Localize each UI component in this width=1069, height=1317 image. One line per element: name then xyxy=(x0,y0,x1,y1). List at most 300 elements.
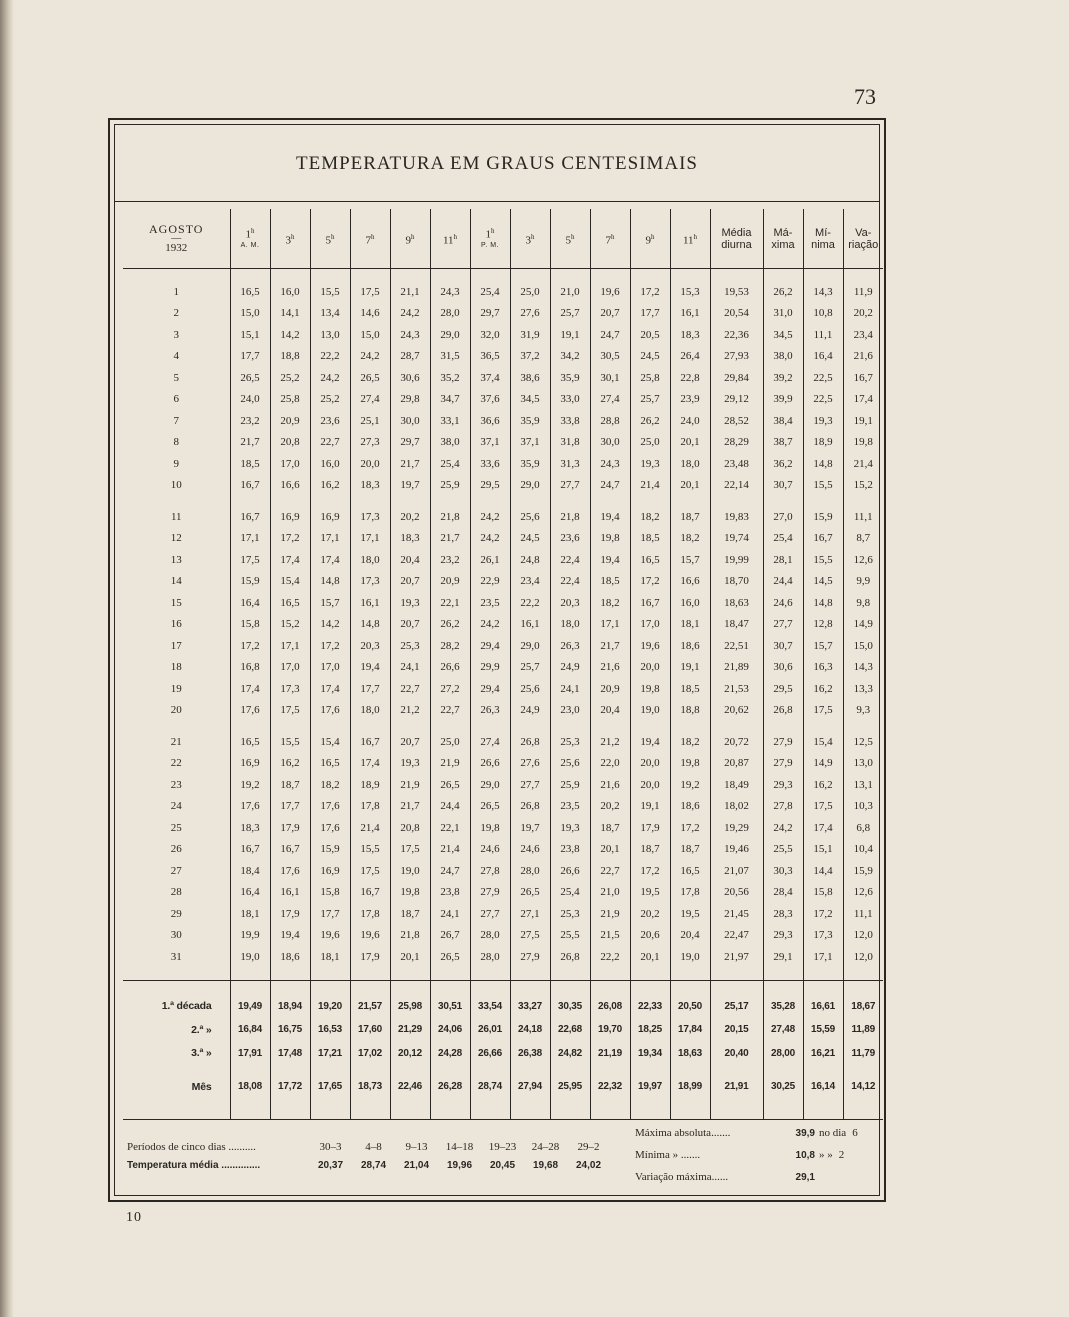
header-media-diurna: Média diurna xyxy=(710,209,763,269)
temperature-cell: 17,9 xyxy=(270,817,310,839)
temperature-cell: 19,46 xyxy=(710,839,763,861)
temperature-cell: 15,9 xyxy=(230,571,270,593)
temperature-cell: 20,4 xyxy=(390,549,430,571)
header-maxima: Má- xima xyxy=(763,209,803,269)
temperature-cell: 24,9 xyxy=(510,700,550,722)
day-number: 12 xyxy=(170,532,182,545)
table-row xyxy=(123,389,883,411)
summary-cell: 16,61 xyxy=(803,995,843,1019)
temperature-cell: 27,7 xyxy=(470,903,510,925)
temperature-cell: 18,3 xyxy=(350,475,390,497)
temperature-cell: 19,99 xyxy=(710,549,763,571)
temperature-cell: 20,7 xyxy=(390,571,430,593)
temperature-cell: 37,1 xyxy=(510,432,550,454)
temperature-cell: 16,6 xyxy=(670,571,710,593)
summary-cell: 35,28 xyxy=(763,995,803,1019)
temperature-cell: 16,7 xyxy=(630,592,670,614)
temperature-cell: 9,9 xyxy=(843,571,883,593)
period-range: 24–28 xyxy=(531,1141,560,1153)
temperature-cell: 21,7 xyxy=(390,796,430,818)
summary-cell: 17,91 xyxy=(230,1042,270,1066)
temperature-cell: 25,3 xyxy=(550,903,590,925)
temperature-cell: 25,6 xyxy=(550,753,590,775)
temperature-cell: 19,3 xyxy=(630,453,670,475)
summary-cell: 33,27 xyxy=(510,995,550,1019)
temperature-cell: 20,7 xyxy=(390,731,430,753)
temperature-cell: 19,6 xyxy=(350,925,390,947)
temperature-cell: 28,0 xyxy=(510,860,550,882)
temperature-cell: 17,2 xyxy=(630,860,670,882)
table-row xyxy=(123,346,883,368)
temperature-cell: 19,3 xyxy=(390,753,430,775)
header-minima: Mí- nima xyxy=(803,209,843,269)
summary-cell: 22,32 xyxy=(590,1075,630,1099)
temperature-cell: 25,3 xyxy=(390,635,430,657)
day-number: 11 xyxy=(170,510,182,523)
temperature-cell: 14,3 xyxy=(843,657,883,679)
temperature-cell: 28,7 xyxy=(390,346,430,368)
temperature-cell: 10,3 xyxy=(843,796,883,818)
temperature-cell: 20,2 xyxy=(390,506,430,528)
temperature-cell: 35,2 xyxy=(430,367,470,389)
header-hour-7pm: 7$^h$ xyxy=(590,209,630,269)
temperature-cell: 19,5 xyxy=(630,882,670,904)
temperature-cell: 20,4 xyxy=(590,700,630,722)
temperature-cell: 24,4 xyxy=(430,796,470,818)
temperature-cell: 22,51 xyxy=(710,635,763,657)
temperature-cell: 23,5 xyxy=(550,796,590,818)
page-title: TEMPERATURA EM GRAUS CENTESIMAIS xyxy=(295,153,698,174)
table-row xyxy=(123,475,883,497)
temperature-cell: 29,1 xyxy=(763,946,803,968)
temperature-cell: 24,1 xyxy=(390,657,430,679)
temperature-cell: 8,7 xyxy=(843,528,883,550)
summary-cell: 21,29 xyxy=(390,1018,430,1042)
temperature-cell: 16,7 xyxy=(230,475,270,497)
temperature-cell: 20,2 xyxy=(630,903,670,925)
temperature-cell: 17,4 xyxy=(270,549,310,571)
summary-cell: 20,40 xyxy=(710,1042,763,1066)
header-variacao: Va- riação xyxy=(843,209,883,269)
temperature-cell: 18,9 xyxy=(350,774,390,796)
table-frame-inner xyxy=(114,124,880,1196)
temperature-cell: 29,12 xyxy=(710,389,763,411)
temperature-cell: 21,8 xyxy=(430,506,470,528)
temperature-cell: 29,0 xyxy=(430,324,470,346)
temperature-cell: 21,0 xyxy=(550,281,590,303)
temperature-cell: 17,2 xyxy=(310,635,350,657)
temperature-cell: 24,0 xyxy=(670,410,710,432)
temperature-cell: 31,9 xyxy=(510,324,550,346)
temperature-cell: 30,7 xyxy=(763,635,803,657)
temperature-cell: 24,0 xyxy=(230,389,270,411)
temperature-cell: 15,1 xyxy=(803,839,843,861)
temperature-cell: 20,2 xyxy=(590,796,630,818)
temperature-cell: 20,0 xyxy=(630,657,670,679)
temperature-cell: 27,9 xyxy=(763,731,803,753)
summary-row xyxy=(123,1042,883,1066)
temperature-cell: 23,5 xyxy=(470,592,510,614)
temperature-cell: 22,4 xyxy=(550,549,590,571)
temperature-cell: 30,1 xyxy=(590,367,630,389)
temperature-cell: 27,2 xyxy=(430,678,470,700)
temperature-cell: 19,9 xyxy=(230,925,270,947)
temperature-cell: 38,7 xyxy=(763,432,803,454)
temperature-table xyxy=(123,209,883,1120)
temperature-cell: 11,1 xyxy=(843,506,883,528)
temperature-cell: 25,4 xyxy=(550,882,590,904)
table-row xyxy=(123,303,883,325)
temperature-cell: 18,47 xyxy=(710,614,763,636)
temperature-cell: 22,9 xyxy=(470,571,510,593)
header-row xyxy=(123,209,883,269)
header-hour-11pm: 11$^h$ xyxy=(670,209,710,269)
day-number: 2 xyxy=(173,307,179,320)
temperature-cell: 21,6 xyxy=(843,346,883,368)
temperature-cell: 17,4 xyxy=(803,817,843,839)
summary-cell: 28,74 xyxy=(470,1075,510,1099)
summary-cell: 18,63 xyxy=(670,1042,710,1066)
table-row xyxy=(123,410,883,432)
period-range: 4–8 xyxy=(365,1141,382,1153)
temperature-cell: 30,7 xyxy=(763,475,803,497)
temperature-cell: 27,9 xyxy=(470,882,510,904)
temperature-cell: 12,0 xyxy=(843,946,883,968)
temperature-cell: 18,7 xyxy=(670,839,710,861)
table-row xyxy=(123,281,883,303)
temperature-cell: 18,7 xyxy=(670,506,710,528)
summary-row xyxy=(123,1018,883,1042)
temperature-cell: 25,6 xyxy=(510,678,550,700)
summary-cell: 19,97 xyxy=(630,1075,670,1099)
temperature-cell: 29,4 xyxy=(470,678,510,700)
temperature-cell: 34,5 xyxy=(763,324,803,346)
temperature-cell: 20,0 xyxy=(630,753,670,775)
temperature-cell: 10,4 xyxy=(843,839,883,861)
temperature-cell: 34,5 xyxy=(510,389,550,411)
summary-cell: 33,54 xyxy=(470,995,510,1019)
table-row xyxy=(123,946,883,968)
temperature-cell: 13,0 xyxy=(310,324,350,346)
temperature-cell: 6,8 xyxy=(843,817,883,839)
temperature-cell: 15,5 xyxy=(270,731,310,753)
temperature-cell: 26,3 xyxy=(470,700,510,722)
temperature-cell: 21,53 xyxy=(710,678,763,700)
temperature-cell: 16,4 xyxy=(803,346,843,368)
temperature-cell: 19,8 xyxy=(590,528,630,550)
temperature-cell: 25,4 xyxy=(430,453,470,475)
temperature-cell: 16,7 xyxy=(843,367,883,389)
temperature-cell: 24,1 xyxy=(550,678,590,700)
temperature-cell: 37,1 xyxy=(470,432,510,454)
temperature-cell: 26,6 xyxy=(550,860,590,882)
footer-page-number: 10 xyxy=(126,1210,142,1225)
table-row xyxy=(123,506,883,528)
summary-cell: 19,49 xyxy=(230,995,270,1019)
temperature-cell: 15,0 xyxy=(843,635,883,657)
temperature-cell: 33,0 xyxy=(550,389,590,411)
temperature-cell: 15,8 xyxy=(230,614,270,636)
temperature-cell: 19,83 xyxy=(710,506,763,528)
temperature-cell: 15,8 xyxy=(803,882,843,904)
temperature-cell: 19,3 xyxy=(390,592,430,614)
temperature-cell: 21,6 xyxy=(590,774,630,796)
temperature-cell: 15,2 xyxy=(843,475,883,497)
day-number: 21 xyxy=(170,735,182,748)
temperature-cell: 22,4 xyxy=(550,571,590,593)
temperature-cell: 17,3 xyxy=(350,571,390,593)
temperature-cell: 15,4 xyxy=(803,731,843,753)
temperature-cell: 26,7 xyxy=(430,925,470,947)
temperature-cell: 27,7 xyxy=(763,614,803,636)
temperature-cell: 24,5 xyxy=(510,528,550,550)
temperature-cell: 19,1 xyxy=(843,410,883,432)
temperature-cell: 38,0 xyxy=(430,432,470,454)
temperature-cell: 30,0 xyxy=(590,432,630,454)
temperature-cell: 14,9 xyxy=(843,614,883,636)
temperature-cell: 17,3 xyxy=(350,506,390,528)
temperature-cell: 35,9 xyxy=(550,367,590,389)
temperature-cell: 19,8 xyxy=(843,432,883,454)
temperature-cell: 19,6 xyxy=(590,281,630,303)
temperature-cell: 15,7 xyxy=(670,549,710,571)
max-variation-value: 29,1 xyxy=(795,1172,815,1183)
temperature-cell: 23,6 xyxy=(550,528,590,550)
temperature-cell: 24,9 xyxy=(550,657,590,679)
temperature-cell: 21,89 xyxy=(710,657,763,679)
temperature-cell: 25,0 xyxy=(510,281,550,303)
temperature-cell: 31,3 xyxy=(550,453,590,475)
temperature-cell: 16,4 xyxy=(230,592,270,614)
temperature-cell: 26,5 xyxy=(230,367,270,389)
summary-row xyxy=(123,995,883,1019)
temperature-cell: 20,3 xyxy=(350,635,390,657)
day-number: 17 xyxy=(170,639,182,652)
summary-cell: 19,34 xyxy=(630,1042,670,1066)
temperature-cell: 19,1 xyxy=(670,657,710,679)
page-number: 73 xyxy=(854,84,876,109)
temperature-cell: 16,5 xyxy=(270,592,310,614)
temperature-cell: 17,4 xyxy=(310,678,350,700)
temperature-cell: 17,4 xyxy=(350,753,390,775)
summary-cell: 26,28 xyxy=(430,1075,470,1099)
temperature-cell: 22,5 xyxy=(803,367,843,389)
temperature-cell: 20,5 xyxy=(630,324,670,346)
period-range: 9–13 xyxy=(405,1141,428,1153)
temperature-cell: 23,2 xyxy=(430,549,470,571)
temperature-cell: 19,3 xyxy=(803,410,843,432)
temperature-cell: 16,5 xyxy=(310,753,350,775)
temperature-cell: 17,2 xyxy=(230,635,270,657)
temperature-cell: 17,5 xyxy=(803,796,843,818)
summary-cell: 14,12 xyxy=(843,1075,883,1099)
summary-cell: 22,68 xyxy=(550,1018,590,1042)
temperature-cell: 16,2 xyxy=(310,475,350,497)
temperature-cell: 25,5 xyxy=(763,839,803,861)
temperature-cell: 17,5 xyxy=(803,700,843,722)
temperature-cell: 20,62 xyxy=(710,700,763,722)
temperature-cell: 15,1 xyxy=(230,324,270,346)
period-mean: 19,68 xyxy=(532,1160,559,1171)
temperature-cell: 20,2 xyxy=(843,303,883,325)
temperature-cell: 15,4 xyxy=(270,571,310,593)
temperature-cell: 14,5 xyxy=(803,571,843,593)
temperature-cell: 23,48 xyxy=(710,453,763,475)
temperature-cell: 25,0 xyxy=(630,432,670,454)
mean-temperature-row xyxy=(127,1159,610,1171)
temperature-cell: 16,3 xyxy=(803,657,843,679)
summary-cell: 30,51 xyxy=(430,995,470,1019)
temperature-cell: 24,3 xyxy=(590,453,630,475)
temperature-cell: 22,7 xyxy=(310,432,350,454)
temperature-cell: 12,6 xyxy=(843,549,883,571)
temperature-cell: 25,8 xyxy=(270,389,310,411)
summary-cell: 26,66 xyxy=(470,1042,510,1066)
temperature-cell: 31,8 xyxy=(550,432,590,454)
temperature-cell: 17,4 xyxy=(310,549,350,571)
day-number: 1 xyxy=(173,285,179,298)
temperature-cell: 21,97 xyxy=(710,946,763,968)
temperature-cell: 20,1 xyxy=(670,432,710,454)
temperature-cell: 25,0 xyxy=(430,731,470,753)
temperature-cell: 24,2 xyxy=(763,817,803,839)
temperature-cell: 25,4 xyxy=(470,281,510,303)
temperature-cell: 31,5 xyxy=(430,346,470,368)
temperature-cell: 15,7 xyxy=(310,592,350,614)
temperature-cell: 15,4 xyxy=(310,731,350,753)
temperature-cell: 16,5 xyxy=(230,731,270,753)
temperature-cell: 12,8 xyxy=(803,614,843,636)
temperature-cell: 20,1 xyxy=(630,946,670,968)
temperature-cell: 22,7 xyxy=(590,860,630,882)
temperature-cell: 11,9 xyxy=(843,281,883,303)
temperature-cell: 21,2 xyxy=(590,731,630,753)
temperature-cell: 19,7 xyxy=(390,475,430,497)
summary-cell: 27,48 xyxy=(763,1018,803,1042)
temperature-cell: 20,9 xyxy=(430,571,470,593)
temperature-cell: 15,2 xyxy=(270,614,310,636)
temperature-cell: 20,3 xyxy=(550,592,590,614)
temperature-cell: 30,3 xyxy=(763,860,803,882)
temperature-cell: 20,8 xyxy=(390,817,430,839)
temperature-cell: 16,2 xyxy=(803,678,843,700)
temperature-cell: 28,8 xyxy=(590,410,630,432)
temperature-cell: 17,2 xyxy=(803,903,843,925)
temperature-cell: 17,7 xyxy=(230,346,270,368)
summary-footer xyxy=(123,1113,881,1195)
temperature-cell: 24,1 xyxy=(430,903,470,925)
title-divider xyxy=(115,201,879,202)
day-number: 8 xyxy=(173,436,179,449)
temperature-cell: 19,4 xyxy=(630,731,670,753)
summary-cell: 27,94 xyxy=(510,1075,550,1099)
temperature-cell: 27,9 xyxy=(510,946,550,968)
temperature-cell: 17,1 xyxy=(350,528,390,550)
temperature-cell: 16,9 xyxy=(230,753,270,775)
temperature-cell: 19,8 xyxy=(670,753,710,775)
temperature-cell: 17,1 xyxy=(803,946,843,968)
temperature-cell: 16,5 xyxy=(230,281,270,303)
temperature-cell: 17,5 xyxy=(350,860,390,882)
temperature-cell: 26,2 xyxy=(430,614,470,636)
temperature-cell: 19,8 xyxy=(470,817,510,839)
temperature-cell: 24,8 xyxy=(510,549,550,571)
table-row xyxy=(123,731,883,753)
temperature-cell: 18,2 xyxy=(310,774,350,796)
temperature-cell: 15,0 xyxy=(350,324,390,346)
table-row xyxy=(123,635,883,657)
temperature-cell: 17,6 xyxy=(230,700,270,722)
temperature-cell: 15,5 xyxy=(310,281,350,303)
day-number: 25 xyxy=(170,821,182,834)
temperature-cell: 29,3 xyxy=(763,774,803,796)
summary-label: 3.ª » xyxy=(191,1047,212,1060)
temperature-cell: 24,2 xyxy=(470,614,510,636)
day-number: 20 xyxy=(170,704,182,717)
temperature-cell: 19,5 xyxy=(670,903,710,925)
temperature-cell: 16,0 xyxy=(270,281,310,303)
temperature-cell: 28,0 xyxy=(470,925,510,947)
temperature-cell: 21,4 xyxy=(350,817,390,839)
temperature-cell: 18,7 xyxy=(630,839,670,861)
temperature-cell: 16,2 xyxy=(803,774,843,796)
temperature-cell: 26,5 xyxy=(350,367,390,389)
temperature-cell: 29,7 xyxy=(390,432,430,454)
temperature-cell: 18,7 xyxy=(590,817,630,839)
temperature-cell: 22,5 xyxy=(803,389,843,411)
temperature-cell: 16,8 xyxy=(230,657,270,679)
temperature-cell: 21,2 xyxy=(390,700,430,722)
temperature-cell: 20,6 xyxy=(630,925,670,947)
temperature-cell: 14,6 xyxy=(350,303,390,325)
period-mean: 24,02 xyxy=(575,1160,602,1171)
temperature-cell: 23,2 xyxy=(230,410,270,432)
temperature-cell: 9,3 xyxy=(843,700,883,722)
temperature-cell: 28,52 xyxy=(710,410,763,432)
day-number: 10 xyxy=(170,479,182,492)
temperature-cell: 19,4 xyxy=(270,925,310,947)
temperature-cell: 16,1 xyxy=(670,303,710,325)
temperature-cell: 24,2 xyxy=(310,367,350,389)
temperature-cell: 17,2 xyxy=(270,528,310,550)
table-row xyxy=(123,614,883,636)
temperature-cell: 29,8 xyxy=(390,389,430,411)
table-row xyxy=(123,549,883,571)
temperature-cell: 26,5 xyxy=(430,946,470,968)
table-row xyxy=(123,882,883,904)
temperature-cell: 29,0 xyxy=(510,475,550,497)
temperature-cell: 17,0 xyxy=(270,453,310,475)
temperature-cell: 24,2 xyxy=(470,506,510,528)
temperature-cell: 21,4 xyxy=(630,475,670,497)
day-number: 30 xyxy=(170,929,182,942)
summary-cell: 17,72 xyxy=(270,1075,310,1099)
table-row xyxy=(123,903,883,925)
temperature-cell: 17,5 xyxy=(350,281,390,303)
decade-spacer-row xyxy=(123,496,883,506)
summary-label: 2.ª » xyxy=(191,1023,212,1036)
table-row xyxy=(123,860,883,882)
summary-spacer-row xyxy=(123,1065,883,1075)
temperature-cell: 14,8 xyxy=(350,614,390,636)
temperature-cell: 22,36 xyxy=(710,324,763,346)
temperature-cell: 16,1 xyxy=(270,882,310,904)
temperature-cell: 16,0 xyxy=(670,592,710,614)
temperature-cell: 17,7 xyxy=(270,796,310,818)
summary-cell: 30,35 xyxy=(550,995,590,1019)
temperature-cell: 15,3 xyxy=(670,281,710,303)
temperature-cell: 38,0 xyxy=(763,346,803,368)
